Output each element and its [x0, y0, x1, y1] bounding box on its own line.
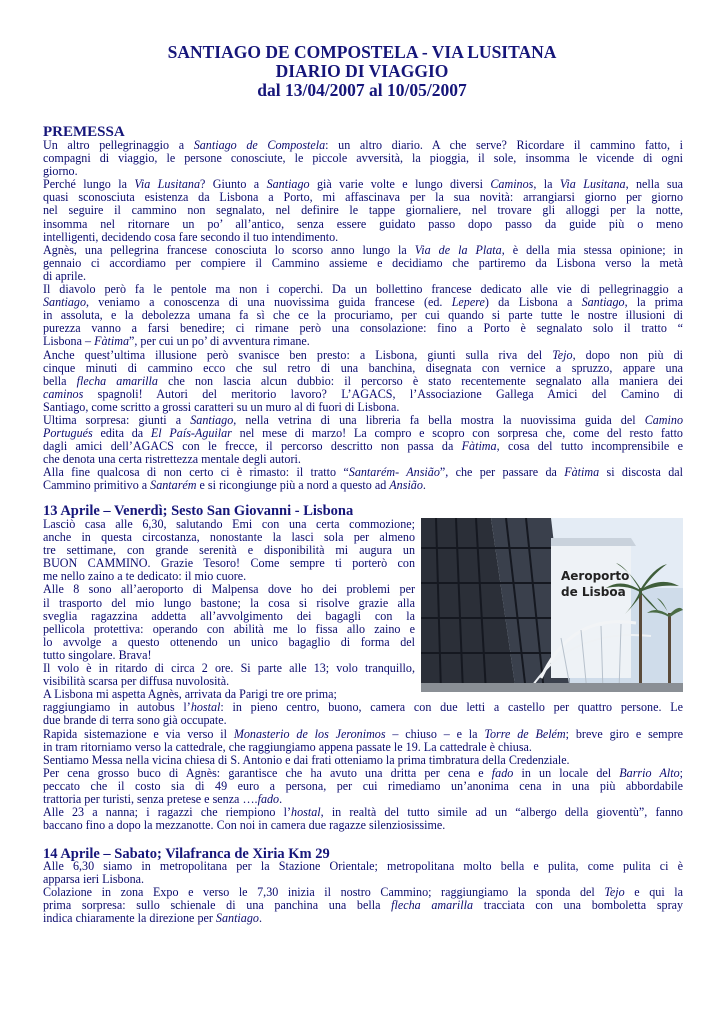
day2-body: [43, 860, 683, 925]
text-line: Un altro pellegrinaggio a Santiago de Compostela: un altro diario. A che serve? Ricordare il cammino fatto, i: [43, 138, 683, 152]
text-line: giorno.: [43, 164, 78, 179]
text-line: intelligenti, decidendo cosa fare secondo il tuo intendimento.: [43, 229, 339, 244]
text-line: Rapida sistemazione e via verso il Monasterio de los Jeronimos – chiuso – e la Torre de Belém; breve giro e sempre: [43, 726, 684, 741]
text-line: Agnès, una pellegrina francese conosciuta lo scorso anno lungo la Via de la Plata, è della mia stessa opinione; in: [43, 242, 683, 257]
text-line: bella flecha amarilla che non lascia alcun dubbio: il percorso è stato recentemente segnalato alla maniera dei: [43, 373, 684, 388]
text-line: Portugués edita da El País-Aguilar nel mese di marzo! La compro e scopro con sorpresa che, come del resto fatto: [43, 426, 683, 441]
text-line: lo avvolge a questo ottenendo un unico bagaglio di forma del: [43, 634, 415, 649]
text-line: Il diavolo però fa le pentole ma non i coperchi. Da un bollettino francese dedicato alle vie di pellegrinaggio a: [43, 282, 683, 297]
text-line: Alle 6,30 siamo in metropolitana per la Stazione Orientale; metropolitana molto bella e pulita, come pulita ci è: [43, 859, 683, 873]
document-title: [40, 43, 684, 100]
text-line: Alle 8 sono all’aeroporto di Malpensa dove ho dei problemi per: [43, 582, 415, 597]
text-line: che denota una certa ristrettezza mentale degli autori.: [43, 452, 301, 467]
text-line: due brande di terra sono già occupate.: [43, 713, 227, 728]
text-line: il trasporto del mio lungo bastone; la cosa si risolve grazie alla: [43, 595, 415, 610]
text-line: apparsa ieri Lisbona.: [43, 872, 145, 887]
text-line: Alla fine qualcosa di non certo ci è rimasto: il tratto “Santarém- Ansião”, che per passare da Fàtima si discosta dal: [43, 465, 683, 480]
text-line: Ultima sorpresa: giunti a Santiago, nella vetrina di una libreria fa bella mostra la nuovissima guida del Camino: [43, 412, 683, 427]
premessa-body: [43, 139, 683, 493]
text-line: me nello zaino a te dedicato: il mio cuore.: [43, 569, 247, 584]
text-line: prima sorpresa: sullo schienale di una panchina una bella flecha amarilla tracciata con una bomboletta spray: [43, 898, 684, 913]
text-line: Alle 23 a nanna; i ragazzi che riempiono l’hostal, in realtà del tutto simile ad un “albergo della gioventù”, fanno: [43, 805, 683, 820]
text-line: gennaio ci accordiamo per compiere il Cammino assieme e decidiamo che partiremo da Lisbona verso la metà: [43, 255, 683, 270]
text-line: Perché lungo la Via Lusitana? Giunto a Santiago già varie volte e lungo diversi Caminos, la Via Lusitana, nella sua: [43, 177, 684, 192]
title-line-1: SANTIAGO DE COMPOSTELA - VIA LUSITANA: [167, 42, 557, 62]
day1-body-wide: [43, 701, 683, 832]
text-line: raggiungiamo in autobus l’hostal: in pieno centro, buono, camera con due letti a castello per quattro persone. Le: [43, 700, 683, 715]
text-line: tutto singolare. Brava!: [43, 647, 152, 662]
text-line: Colazione in zona Expo e verso le 7,30 inizia il nostro Cammino; raggiungiamo la sponda del Tejo e qui la: [43, 885, 683, 900]
text-line: Cammino primitivo a Santarém e si ricongiunge più a nord a questo ad Ansião.: [43, 478, 426, 493]
text-line: nel seguire il cammino non segnalato, nel definire le tappe giornaliere, nel trovare gli alloggi per la notte,: [43, 203, 683, 218]
text-line: trattoria per turisti, senza pretese e senza ….fado.: [43, 792, 283, 807]
photo-sign-line-2: de Lisboa: [561, 585, 626, 599]
text-line: Santiago, veniamo a conoscenza di una nuovissima guida francese (ed. Lepere) da Lisbona a Santiago, la prima: [43, 295, 684, 310]
text-line: pellicola protettiva: operando con abilità me lo fissa allo zaino e: [43, 621, 415, 636]
text-line: peccato che il costo sia di 49 euro a persona, per cui rimediamo un’anonima cena in una più abbordabile: [43, 778, 683, 793]
text-line: baccano fino a dopo la mezzanotte. Con noi in camera due ragazze silenziosissime.: [43, 818, 446, 833]
text-line: Santiago, come scritto a grossi caratteri su un muro al di fuori di Lisbona.: [43, 399, 400, 414]
text-line: insomma nel ritornare un po’ all’antico, senza essere guidato passo dopo passo da guide più o meno: [43, 216, 683, 231]
text-line: caminos spagnoli! Autori del meritorio lavoro? L’AGACS, l’Associazione Gallega Amici del Camino di: [43, 386, 683, 401]
title-line-2: DIARIO DI VIAGGIO: [275, 61, 449, 81]
text-line: quasi sconosciuta esistenza da Lisbona a Porto, mi affascinava per la sua novità: arrangiarsi giorno per giorno: [43, 190, 683, 205]
text-line: visibilità scarsa per diffusa nuvolosità.: [43, 674, 230, 689]
text-line: purezza vanno a farsi benedire; ci rimane però una consolazione: fino a Porto è segnalato solo il tratto “: [43, 321, 683, 336]
section-heading-day-2: 14 Aprile – Sabato; Vilafranca de Xiria Km 29: [43, 846, 330, 862]
text-line: Lisbona – Fàtima”, per cui un po’ di avventura rimane.: [43, 334, 310, 349]
text-line: Per cena grosso buco di Agnès: garantisce che ha avuto una dritta per cena e fado in un locale del Barrio Alto;: [43, 765, 683, 780]
airport-photo: [421, 518, 683, 692]
text-line: dagli amici dell’AGACS con le frecce, il percorso descritto non passa da Fàtima, cosa del tutto incomprensibile e: [43, 439, 683, 454]
text-line: indica chiaramente la direzione per Santiago.: [43, 911, 262, 926]
photo-sign-line-1: Aeroporto: [561, 569, 630, 583]
text-line: sveglia ragazzina addetta all’avvolgimento dei bagagli con la: [43, 608, 415, 623]
text-line: A Lisbona mi aspetta Agnès, arrivata da Parigi tre ore prima;: [43, 687, 337, 702]
section-heading-day-1: 13 Aprile – Venerdì; Sesto San Giovanni - Lisbona: [43, 503, 354, 519]
text-line: tre settimane, con grande serenità e disponibilità mi augura un: [43, 543, 415, 558]
text-line: in assoluta, e la debolezza umana fa sì che ce la procuriamo, per cui quando si parte tutte le nostre illusioni di: [43, 308, 683, 323]
text-line: compagni di viaggio, le persone conosciute, le piccole avversità, la pioggia, il sole, insomma le vicende di ogni: [43, 151, 683, 166]
section-heading-premessa: PREMESSA: [43, 124, 125, 140]
text-line: Sentiamo Messa nella vicina chiesa di S. Antonio e dai frati otteniamo la prima timbratura della Credenziale.: [43, 752, 570, 767]
text-line: anche in questa circostanza, nonostante la lasci sola per almeno: [43, 530, 415, 545]
text-line: Anche quest’ultima illusione però svanisce ben presto: a Lisbona, giunti sulla riva del Tejo, dopo non più di: [43, 347, 683, 362]
title-line-3: dal 13/04/2007 al 10/05/2007: [257, 80, 467, 100]
text-line: cinque minuti di cammino ecco che sul retro di una banchina, disegnata con vernice a spruzzo, appare una: [43, 360, 683, 375]
text-line: Il volo è in ritardo di circa 2 ore. Si parte alle 13; volo tranquillo,: [43, 661, 415, 676]
text-line: BUON CAMMINO. Grazie Tesoro! Come sempre ti porterò con: [43, 556, 415, 571]
day1-body-narrow: [43, 518, 415, 701]
text-line: di aprile.: [43, 268, 86, 283]
text-line: in tram ritorniamo verso la cattedrale, che raggiungiamo appena passate le 19. La cattedrale è chiusa.: [43, 739, 532, 754]
text-line: Lasciò casa alle 6,30, salutando Emi con una certa commozione;: [43, 517, 415, 531]
